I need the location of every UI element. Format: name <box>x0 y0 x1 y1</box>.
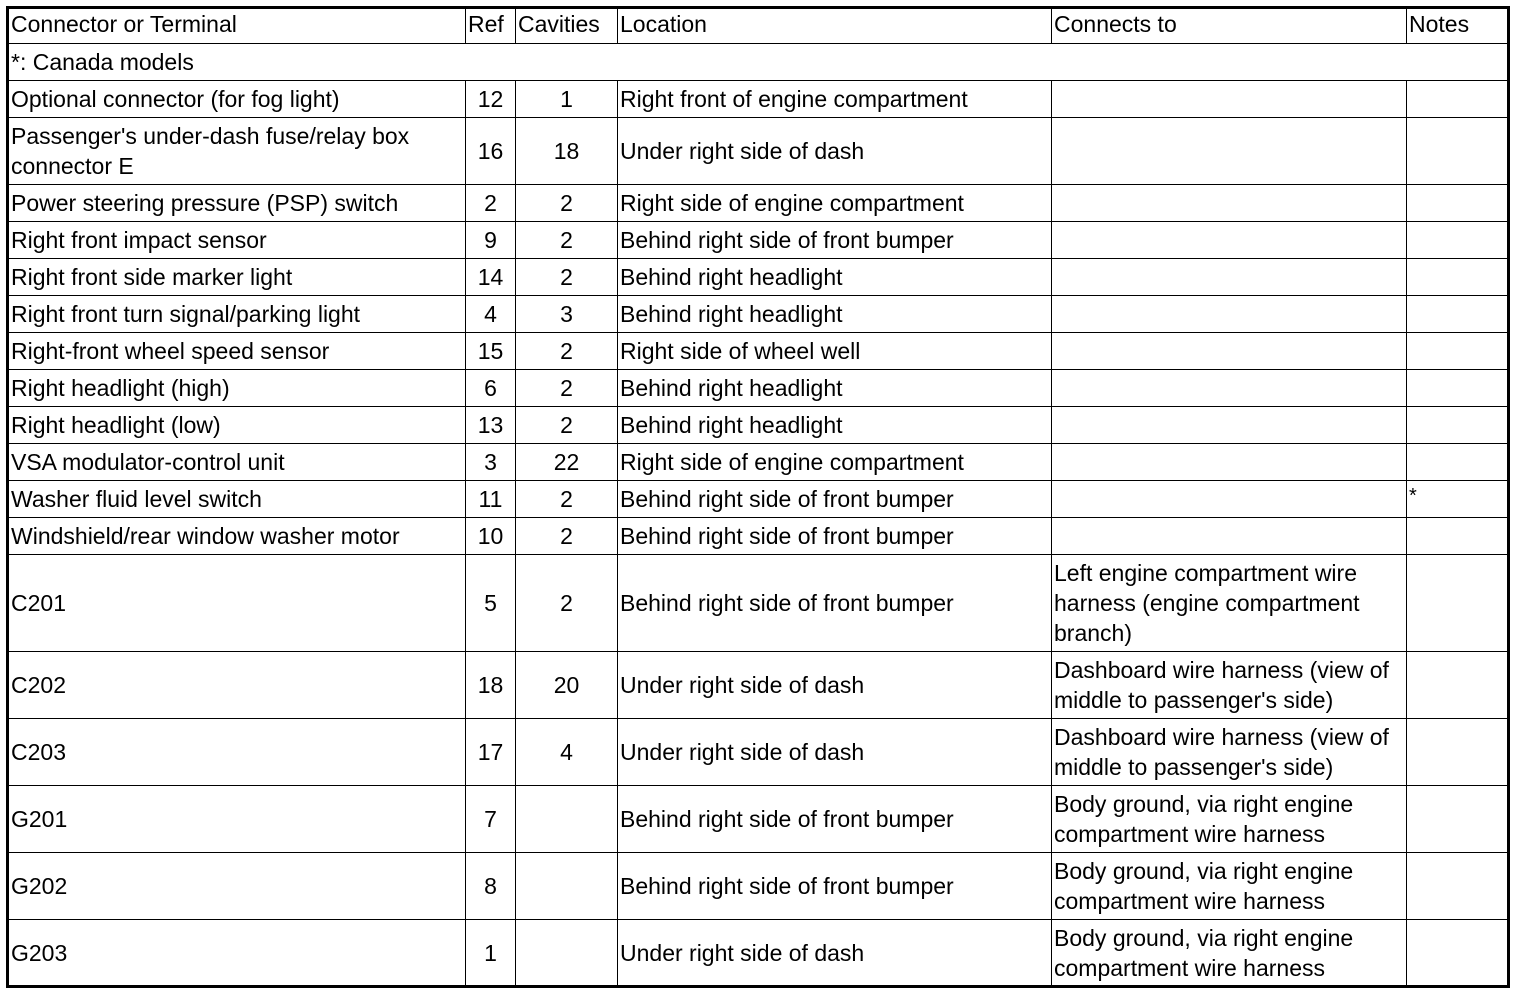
table-row <box>8 518 1509 555</box>
cell-notes <box>1407 296 1509 333</box>
footnote-row <box>8 44 1509 81</box>
cell-ref: 2 <box>466 185 516 222</box>
table-row <box>8 444 1509 481</box>
cell-cavities: 2 <box>516 185 618 222</box>
cell-connector: C203 <box>8 719 466 786</box>
cell-connector: Optional connector (for fog light) <box>8 81 466 118</box>
cell-cavities: 22 <box>516 444 618 481</box>
header-connector: Connector or Terminal <box>8 8 466 44</box>
cell-cavities: 3 <box>516 296 618 333</box>
cell-notes <box>1407 920 1509 987</box>
table-row <box>8 333 1509 370</box>
cell-connector: Windshield/rear window washer motor <box>8 518 466 555</box>
cell-connects-to <box>1052 118 1407 185</box>
table-row <box>8 81 1509 118</box>
cell-connects-to: Body ground, via right engine compartment wire harness <box>1052 786 1407 853</box>
cell-location: Behind right side of front bumper <box>618 555 1052 652</box>
cell-notes <box>1407 786 1509 853</box>
table-row <box>8 407 1509 444</box>
cell-location: Behind right side of front bumper <box>618 518 1052 555</box>
table-row <box>8 481 1509 518</box>
cell-connects-to <box>1052 259 1407 296</box>
cell-connector: C202 <box>8 652 466 719</box>
table-row <box>8 222 1509 259</box>
cell-location: Behind right headlight <box>618 259 1052 296</box>
cell-cavities: 2 <box>516 222 618 259</box>
header-row <box>8 8 1509 44</box>
cell-cavities: 2 <box>516 555 618 652</box>
cell-cavities: 2 <box>516 259 618 296</box>
cell-cavities <box>516 853 618 920</box>
cell-connects-to <box>1052 481 1407 518</box>
cell-connector: G201 <box>8 786 466 853</box>
cell-connector: Power steering pressure (PSP) switch <box>8 185 466 222</box>
cell-location: Right side of engine compartment <box>618 444 1052 481</box>
cell-ref: 11 <box>466 481 516 518</box>
cell-connects-to: Dashboard wire harness (view of middle to passenger's side) <box>1052 719 1407 786</box>
table-row <box>8 555 1509 652</box>
header-connects-to: Connects to <box>1052 8 1407 44</box>
cell-connector: Right-front wheel speed sensor <box>8 333 466 370</box>
cell-location: Under right side of dash <box>618 719 1052 786</box>
cell-location: Under right side of dash <box>618 920 1052 987</box>
header-location: Location <box>618 8 1052 44</box>
table-row <box>8 719 1509 786</box>
cell-location: Behind right side of front bumper <box>618 786 1052 853</box>
cell-notes <box>1407 652 1509 719</box>
cell-connector: Washer fluid level switch <box>8 481 466 518</box>
cell-notes <box>1407 555 1509 652</box>
cell-notes <box>1407 222 1509 259</box>
cell-connector: Passenger's under-dash fuse/relay box connector E <box>8 118 466 185</box>
cell-notes: * <box>1407 481 1509 518</box>
cell-location: Behind right headlight <box>618 370 1052 407</box>
table-row <box>8 652 1509 719</box>
cell-ref: 15 <box>466 333 516 370</box>
cell-location: Behind right side of front bumper <box>618 222 1052 259</box>
cell-location: Right front of engine compartment <box>618 81 1052 118</box>
cell-cavities: 4 <box>516 719 618 786</box>
cell-connector: C201 <box>8 555 466 652</box>
cell-notes <box>1407 81 1509 118</box>
cell-location: Behind right headlight <box>618 296 1052 333</box>
header-notes: Notes <box>1407 8 1509 44</box>
cell-ref: 5 <box>466 555 516 652</box>
table-row <box>8 118 1509 185</box>
cell-cavities: 2 <box>516 481 618 518</box>
cell-notes <box>1407 853 1509 920</box>
table-row <box>8 853 1509 920</box>
cell-connects-to: Dashboard wire harness (view of middle to passenger's side) <box>1052 652 1407 719</box>
cell-connects-to <box>1052 370 1407 407</box>
cell-connects-to <box>1052 444 1407 481</box>
cell-cavities: 2 <box>516 370 618 407</box>
table-row <box>8 185 1509 222</box>
cell-ref: 7 <box>466 786 516 853</box>
cell-cavities: 2 <box>516 407 618 444</box>
cell-notes <box>1407 118 1509 185</box>
header-cavities: Cavities <box>516 8 618 44</box>
cell-connects-to: Body ground, via right engine compartment wire harness <box>1052 853 1407 920</box>
cell-ref: 14 <box>466 259 516 296</box>
cell-ref: 13 <box>466 407 516 444</box>
cell-connector: Right front turn signal/parking light <box>8 296 466 333</box>
cell-notes <box>1407 333 1509 370</box>
cell-ref: 12 <box>466 81 516 118</box>
cell-cavities <box>516 786 618 853</box>
cell-location: Under right side of dash <box>618 118 1052 185</box>
cell-connector: G202 <box>8 853 466 920</box>
cell-notes <box>1407 444 1509 481</box>
cell-notes <box>1407 370 1509 407</box>
cell-location: Under right side of dash <box>618 652 1052 719</box>
cell-notes <box>1407 719 1509 786</box>
cell-ref: 4 <box>466 296 516 333</box>
cell-connector: Right headlight (high) <box>8 370 466 407</box>
footnote: *: Canada models <box>8 44 1509 81</box>
cell-connects-to <box>1052 407 1407 444</box>
cell-notes <box>1407 185 1509 222</box>
cell-ref: 9 <box>466 222 516 259</box>
cell-connector: Right front impact sensor <box>8 222 466 259</box>
cell-ref: 16 <box>466 118 516 185</box>
table-row <box>8 259 1509 296</box>
cell-cavities: 2 <box>516 518 618 555</box>
cell-ref: 8 <box>466 853 516 920</box>
cell-cavities: 1 <box>516 81 618 118</box>
cell-ref: 17 <box>466 719 516 786</box>
cell-location: Right side of wheel well <box>618 333 1052 370</box>
cell-notes <box>1407 407 1509 444</box>
cell-location: Behind right side of front bumper <box>618 853 1052 920</box>
connector-table <box>6 6 1510 988</box>
table-row <box>8 296 1509 333</box>
header-ref: Ref <box>466 8 516 44</box>
cell-cavities: 18 <box>516 118 618 185</box>
table-row <box>8 786 1509 853</box>
cell-connector: Right headlight (low) <box>8 407 466 444</box>
table-row <box>8 920 1509 987</box>
cell-connects-to <box>1052 222 1407 259</box>
cell-connector: VSA modulator-control unit <box>8 444 466 481</box>
cell-cavities <box>516 920 618 987</box>
cell-notes <box>1407 259 1509 296</box>
cell-location: Behind right headlight <box>618 407 1052 444</box>
cell-connector: G203 <box>8 920 466 987</box>
cell-connects-to <box>1052 185 1407 222</box>
cell-connects-to: Body ground, via right engine compartment wire harness <box>1052 920 1407 987</box>
cell-notes <box>1407 518 1509 555</box>
cell-ref: 10 <box>466 518 516 555</box>
cell-location: Behind right side of front bumper <box>618 481 1052 518</box>
cell-ref: 1 <box>466 920 516 987</box>
cell-ref: 6 <box>466 370 516 407</box>
cell-ref: 3 <box>466 444 516 481</box>
table-row <box>8 370 1509 407</box>
cell-ref: 18 <box>466 652 516 719</box>
cell-connects-to <box>1052 333 1407 370</box>
cell-cavities: 20 <box>516 652 618 719</box>
cell-connects-to <box>1052 518 1407 555</box>
cell-location: Right side of engine compartment <box>618 185 1052 222</box>
cell-connector: Right front side marker light <box>8 259 466 296</box>
cell-cavities: 2 <box>516 333 618 370</box>
cell-connects-to: Left engine compartment wire harness (engine compartment branch) <box>1052 555 1407 652</box>
cell-connects-to <box>1052 296 1407 333</box>
cell-connects-to <box>1052 81 1407 118</box>
